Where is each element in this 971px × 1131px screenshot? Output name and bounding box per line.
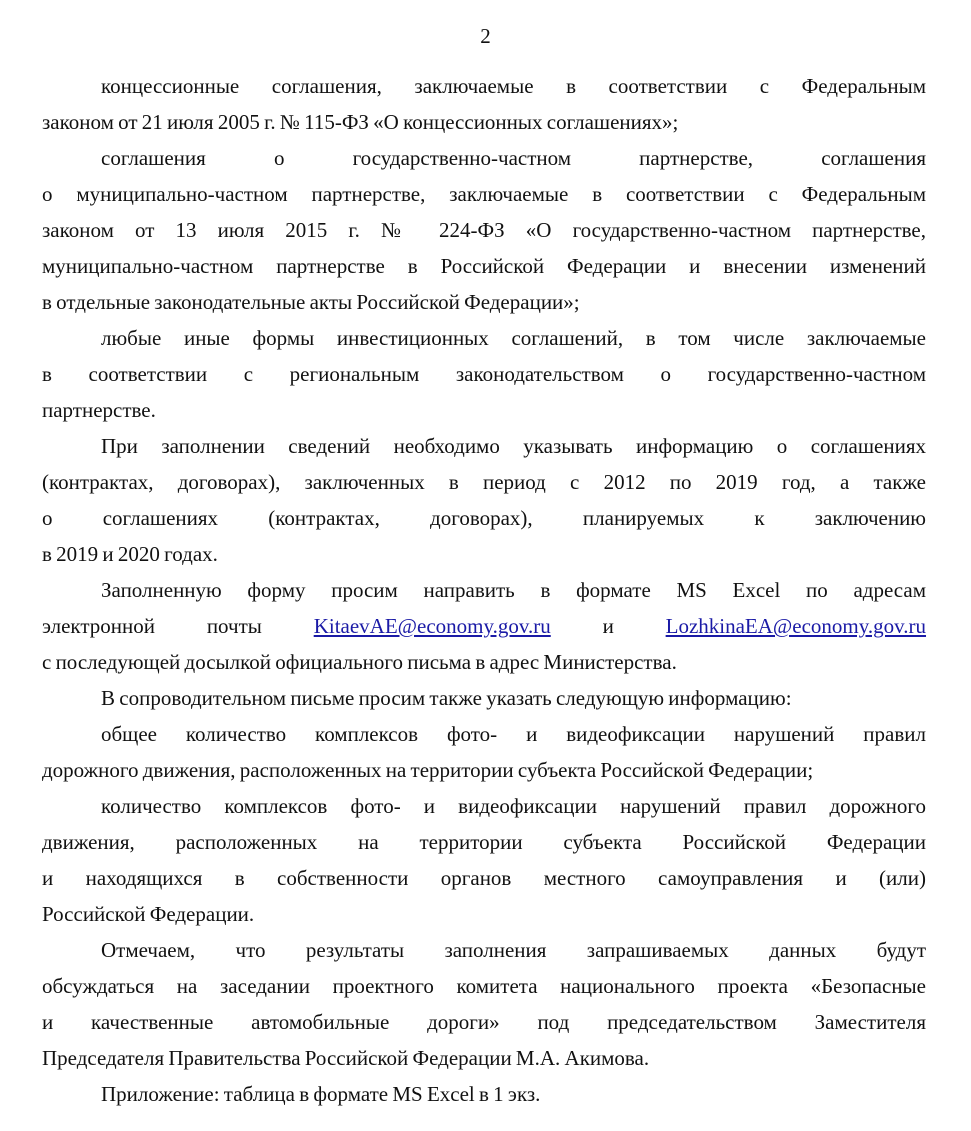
paragraph-other-forms-line-1: любые иные формы инвестиционных соглашений, в том числе заключаемые	[101, 326, 926, 350]
paragraph-ppp-line-2: о муниципально-частном партнерстве, заключаемые в соответствии с Федеральным	[42, 182, 926, 206]
paragraph-send-line-2	[42, 608, 926, 644]
paragraph-cover-letter: В сопроводительном письме просим также указать следующую информацию:	[101, 686, 792, 710]
paragraph-filling-line-1: При заполнении сведений необходимо указывать информацию о соглашениях	[101, 434, 926, 458]
paragraph-ppp-line-4: муниципально-частном партнерстве в Российской Федерации и внесении изменений	[42, 254, 926, 278]
paragraph-owned-complexes-line-1: количество комплексов фото- и видеофиксации нарушений правил дорожного	[101, 794, 926, 818]
paragraph-send-line-3: с последующей досылкой официального письма в адрес Министерства.	[42, 650, 677, 674]
paragraph-committee-line-1: Отмечаем, что результаты заполнения запрашиваемых данных будут	[101, 938, 926, 962]
paragraph-total-complexes-line-2: дорожного движения, расположенных на территории субъекта Российской Федерации;	[42, 758, 814, 782]
paragraph-committee-line-4: Председателя Правительства Российской Федерации М.А. Акимова.	[42, 1046, 650, 1070]
paragraph-total-complexes-line-1: общее количество комплексов фото- и видеофиксации нарушений правил	[101, 722, 926, 746]
paragraph-owned-complexes-line-3: и находящихся в собственности органов местного самоуправления и (или)	[42, 866, 926, 890]
paragraph-ppp-line-5: в отдельные законодательные акты Российской Федерации»;	[42, 290, 580, 314]
attachment-note: Приложение: таблица в формате MS Excel в 1 экз.	[101, 1082, 541, 1106]
paragraph-ppp-line-3: законом от 13 июля 2015 г. № 224-ФЗ «О государственно-частном партнерстве,	[42, 218, 926, 242]
email-link-kitaev[interactable]: KitaevAE@economy.gov.ru	[313, 614, 551, 638]
page-number: 2	[480, 24, 491, 48]
conjunction-and: и	[602, 614, 614, 638]
paragraph-owned-complexes-line-2: движения, расположенных на территории субъекта Российской Федерации	[42, 830, 926, 854]
paragraph-committee-line-2: обсуждаться на заседании проектного комитета национального проекта «Безопасные	[42, 974, 926, 998]
email-label: электронной почты	[42, 614, 262, 638]
email-link-lozhkina[interactable]: LozhkinaEA@economy.gov.ru	[665, 614, 927, 638]
paragraph-owned-complexes-line-4: Российской Федерации.	[42, 902, 255, 926]
paragraph-committee-line-3: и качественные автомобильные дороги» под председательством Заместителя	[42, 1010, 926, 1034]
paragraph-filling-line-3: о соглашениях (контрактах, договорах), планируемых к заключению	[42, 506, 926, 530]
paragraph-other-forms-line-3: партнерстве.	[42, 398, 156, 422]
paragraph-filling-line-4: в 2019 и 2020 годах.	[42, 542, 218, 566]
paragraph-send-line-1: Заполненную форму просим направить в формате MS Excel по адресам	[101, 578, 926, 602]
paragraph-other-forms-line-2: в соответствии с региональным законодательством о государственно-частном	[42, 362, 926, 386]
paragraph-concession-line-2: законом от 21 июля 2005 г. № 115-ФЗ «О концессионных соглашениях»;	[42, 110, 679, 134]
paragraph-concession-line-1: концессионные соглашения, заключаемые в соответствии с Федеральным	[101, 74, 926, 98]
paragraph-ppp-line-1: соглашения о государственно-частном партнерстве, соглашения	[101, 146, 926, 170]
paragraph-filling-line-2: (контрактах, договорах), заключенных в период с 2012 по 2019 год, а также	[42, 470, 926, 494]
document-body	[42, 68, 926, 1112]
